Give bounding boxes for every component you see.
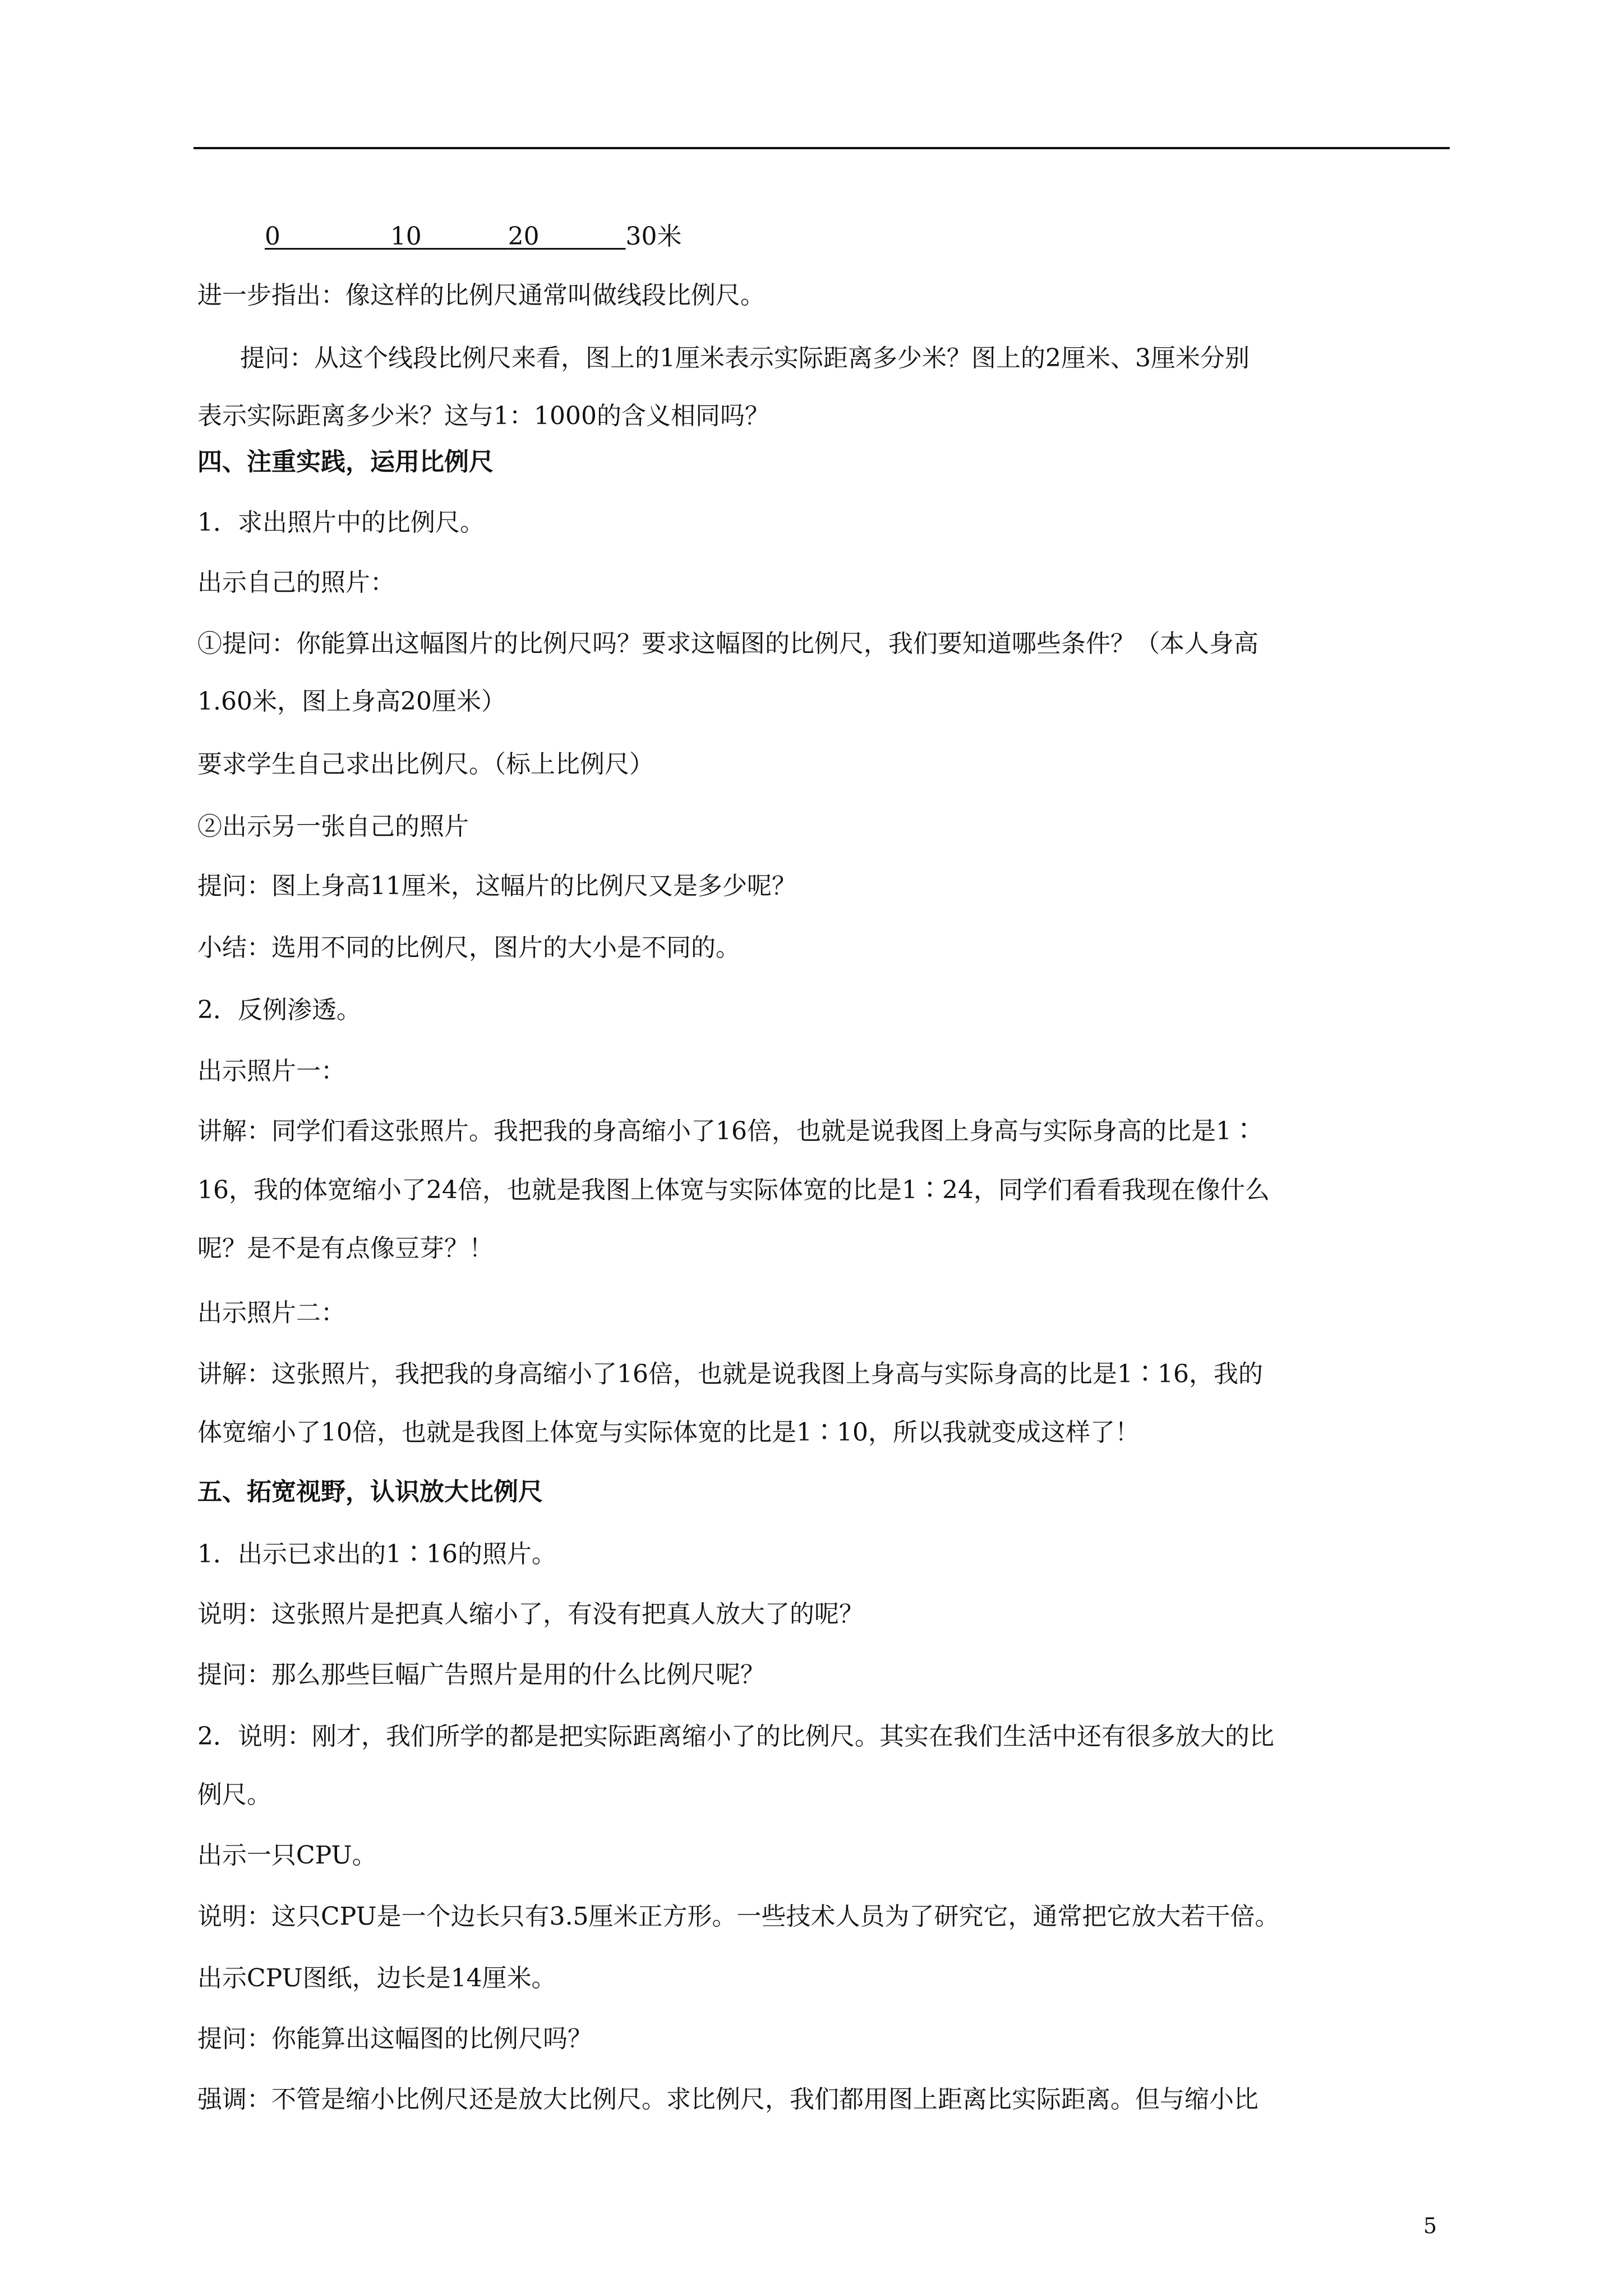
paragraph-line: 1．求出照片中的比例尺。 — [197, 508, 485, 537]
paragraph-line: 提问：你能算出这幅图的比例尺吗？ — [197, 2024, 592, 2053]
paragraph-line: 出示自己的照片： — [197, 568, 395, 597]
paragraph-line: 提问：从这个线段比例尺来看，图上的1厘米表示实际距离多少米？图上的2厘米、3厘米分别 — [240, 344, 1249, 372]
paragraph-line: 出示照片二： — [197, 1299, 345, 1327]
scale-tick-20: 20 — [508, 222, 540, 251]
header-rule — [193, 147, 1450, 149]
scale-tick-10: 10 — [390, 222, 422, 251]
paragraph-line: 强调：不管是缩小比例尺还是放大比例尺。求比例尺，我们都用图上距离比实际距离。但与缩小比 — [197, 2085, 1258, 2114]
paragraph-line: 体宽缩小了10倍，也就是我图上体宽与实际体宽的比是1∶10，所以我就变成这样了！ — [197, 1418, 1140, 1447]
paragraph-line: 例尺。 — [197, 1780, 271, 1809]
segment-scale-bar — [265, 220, 682, 254]
scale-gap — [280, 220, 390, 254]
section-heading: 四、注重实践，运用比例尺 — [197, 448, 494, 476]
paragraph-line: 16，我的体宽缩小了24倍，也就是我图上体宽与实际体宽的比是1∶24，同学们看看我现在像什么 — [197, 1176, 1270, 1204]
scale-tick-30: 30 — [625, 222, 657, 251]
scale-tick-0: 0 — [265, 222, 280, 251]
paragraph-line: 要求学生自己求出比例尺。（标上比例尺） — [197, 750, 654, 779]
paragraph-line: 1.60米，图上身高20厘米） — [197, 687, 506, 716]
scale-gap — [540, 220, 626, 254]
page-number: 5 — [1423, 2214, 1437, 2238]
paragraph-line: 2．反例渗透。 — [197, 996, 361, 1024]
paragraph-line: 提问：那么那些巨幅广告照片是用的什么比例尺呢？ — [197, 1660, 765, 1689]
paragraph-line: 表示实际距离多少米？这与1：1000的含义相同吗？ — [197, 402, 769, 430]
paragraph-line: 出示CPU图纸，边长是14厘米。 — [197, 1964, 556, 1993]
scale-gap — [422, 220, 508, 254]
paragraph-line: 呢？是不是有点像豆芽？！ — [197, 1234, 494, 1263]
paragraph-line: 进一步指出：像这样的比例尺通常叫做线段比例尺。 — [197, 281, 765, 310]
paragraph-line: 出示照片一： — [197, 1057, 345, 1085]
paragraph-line: ①提问：你能算出这幅图片的比例尺吗？要求这幅图的比例尺，我们要知道哪些条件？（本人身高 — [197, 629, 1258, 658]
paragraph-line: 讲解：这张照片，我把我的身高缩小了16倍，也就是说我图上身高与实际身高的比是1∶16，我的 — [197, 1360, 1263, 1388]
paragraph-line: 说明：这张照片是把真人缩小了，有没有把真人放大了的呢？ — [197, 1600, 864, 1628]
paragraph-line: 提问：图上身高11厘米，这幅片的比例尺又是多少呢？ — [197, 872, 796, 900]
section-heading: 五、拓宽视野，认识放大比例尺 — [197, 1478, 543, 1506]
paragraph-line: 小结：选用不同的比例尺，图片的大小是不同的。 — [197, 933, 740, 962]
paragraph-line: 2．说明：刚才，我们所学的都是把实际距离缩小了的比例尺。其实在我们生活中还有很多放大的比 — [197, 1722, 1274, 1751]
paragraph-line: ②出示另一张自己的照片 — [197, 812, 469, 841]
paragraph-line: 出示一只CPU。 — [197, 1841, 377, 1870]
paragraph-line: 1．出示已求出的1∶16的照片。 — [197, 1540, 556, 1568]
paragraph-line: 说明：这只CPU是一个边长只有3.5厘米正方形。一些技术人员为了研究它，通常把它放大若干倍。 — [197, 1902, 1280, 1931]
scale-unit: 米 — [657, 222, 682, 251]
paragraph-line: 讲解：同学们看这张照片。我把我的身高缩小了16倍，也就是说我图上身高与实际身高的比是1∶ — [197, 1117, 1256, 1145]
